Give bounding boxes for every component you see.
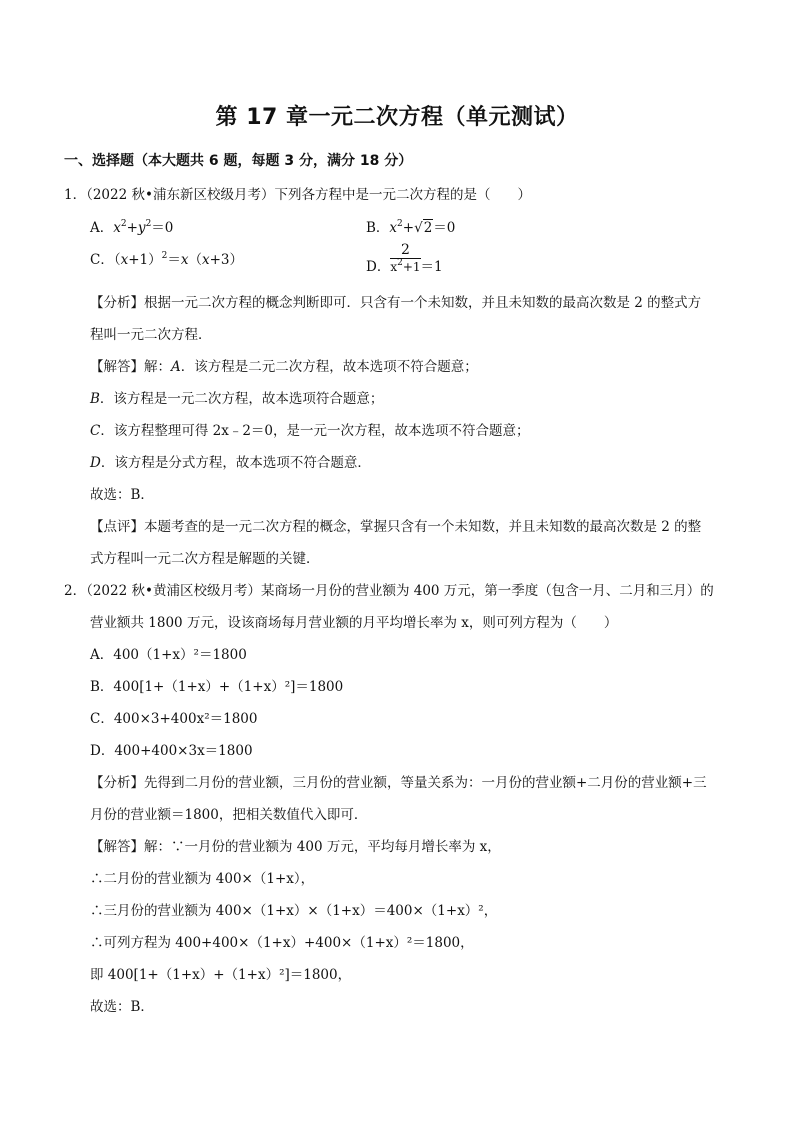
q2-choice: 故选：B． — [90, 999, 154, 1015]
q1-comment-line-2: 式方程叫一元二次方程是解题的关键． — [90, 551, 320, 567]
q2-analysis-line-1: 【分析】先得到二月份的营业额，三月份的营业额，等量关系为：一月份的营业额+二月份的营业额+三 — [90, 775, 707, 791]
q2-answer-line-3: ∴三月份的营业额为 400×（1+x）×（1+x）＝400×（1+x）²， — [90, 903, 498, 919]
q1-option-b: B．$x^2+√2=0$ — [366, 218, 456, 236]
q2-option-a: A．400（1+x）²＝1800 — [90, 647, 247, 663]
q1-answer-line-1: 【解答】解：A．该方程是二元二次方程，故本选项不符合题意； — [90, 359, 478, 375]
q1-option-a: A．$x^2+y^2=0$ — [90, 218, 174, 236]
q1-comment-line-1: 【点评】本题考查的是一元二次方程的概念，掌握只含有一个未知数，并且未知数的最高次数是 2 的整 — [90, 519, 702, 535]
q2-option-d: D．400+400×3x＝1800 — [90, 743, 253, 759]
q2-answer-line-5: 即 400[1+（1+x）+（1+x）²]＝1800， — [90, 967, 352, 983]
q2-answer-line-1: 【解答】解：∵一月份的营业额为 400 万元，平均每月增长率为 x， — [90, 839, 501, 855]
q1-option-d: D． $\frac{2}{x^2+1}$ ＝1 — [366, 242, 443, 275]
section-heading: 一、选择题（本大题共 6 题，每题 3 分，满分 18 分） — [64, 153, 413, 169]
sqrt-sign: √2 — [414, 220, 433, 236]
q1-analysis-line-2: 程叫一元二次方程． — [90, 327, 212, 343]
page-title: 第 17 章一元二次方程（单元测试） — [215, 105, 579, 130]
q2-option-b: B．400[1+（1+x）+（1+x）²]＝1800 — [90, 679, 344, 695]
q2-analysis-line-2: 月份的营业额＝1800，把相关数值代入即可． — [90, 807, 368, 823]
q2-stem-line-1: 2．（2022 秋•黄浦区校级月考）某商场一月份的营业额为 400 万元，第一季度（包含一月、二月和三月）的 — [64, 583, 714, 599]
q1-option-c: C．$(x+1)^2=x(x+3)$ — [90, 250, 244, 268]
fraction: $\frac{2}{x^2+1}$ — [390, 242, 421, 274]
q1-answer-line-4: D．该方程是分式方程，故本选项不符合题意． — [90, 455, 371, 471]
q1-answer-line-3: C．该方程整理可得 2x﹣2＝0，是一元一次方程，故本选项不符合题意； — [90, 423, 530, 439]
q1-choice: 故选：B． — [90, 487, 154, 503]
q1-analysis-line-1: 【分析】根据一元二次方程的概念判断即可．只含有一个未知数，并且未知数的最高次数是 2 的整式方 — [90, 295, 702, 311]
q1-stem: 1．（2022 秋•浦东新区校级月考）下列各方程中是一元二次方程的是（ ） — [64, 187, 531, 203]
q2-option-c: C．400×3+400x²＝1800 — [90, 711, 258, 727]
q2-answer-line-2: ∴二月份的营业额为 400×（1+x）， — [90, 871, 315, 887]
q1-answer-line-2: B．该方程是一元二次方程，故本选项符合题意； — [90, 391, 384, 407]
q2-stem-line-2: 营业额共 1800 万元，设该商场每月营业额的月平均增长率为 x，则可列方程为（ ） — [90, 615, 618, 631]
q2-answer-line-4: ∴可列方程为 400+400×（1+x）+400×（1+x）²＝1800， — [90, 935, 474, 951]
